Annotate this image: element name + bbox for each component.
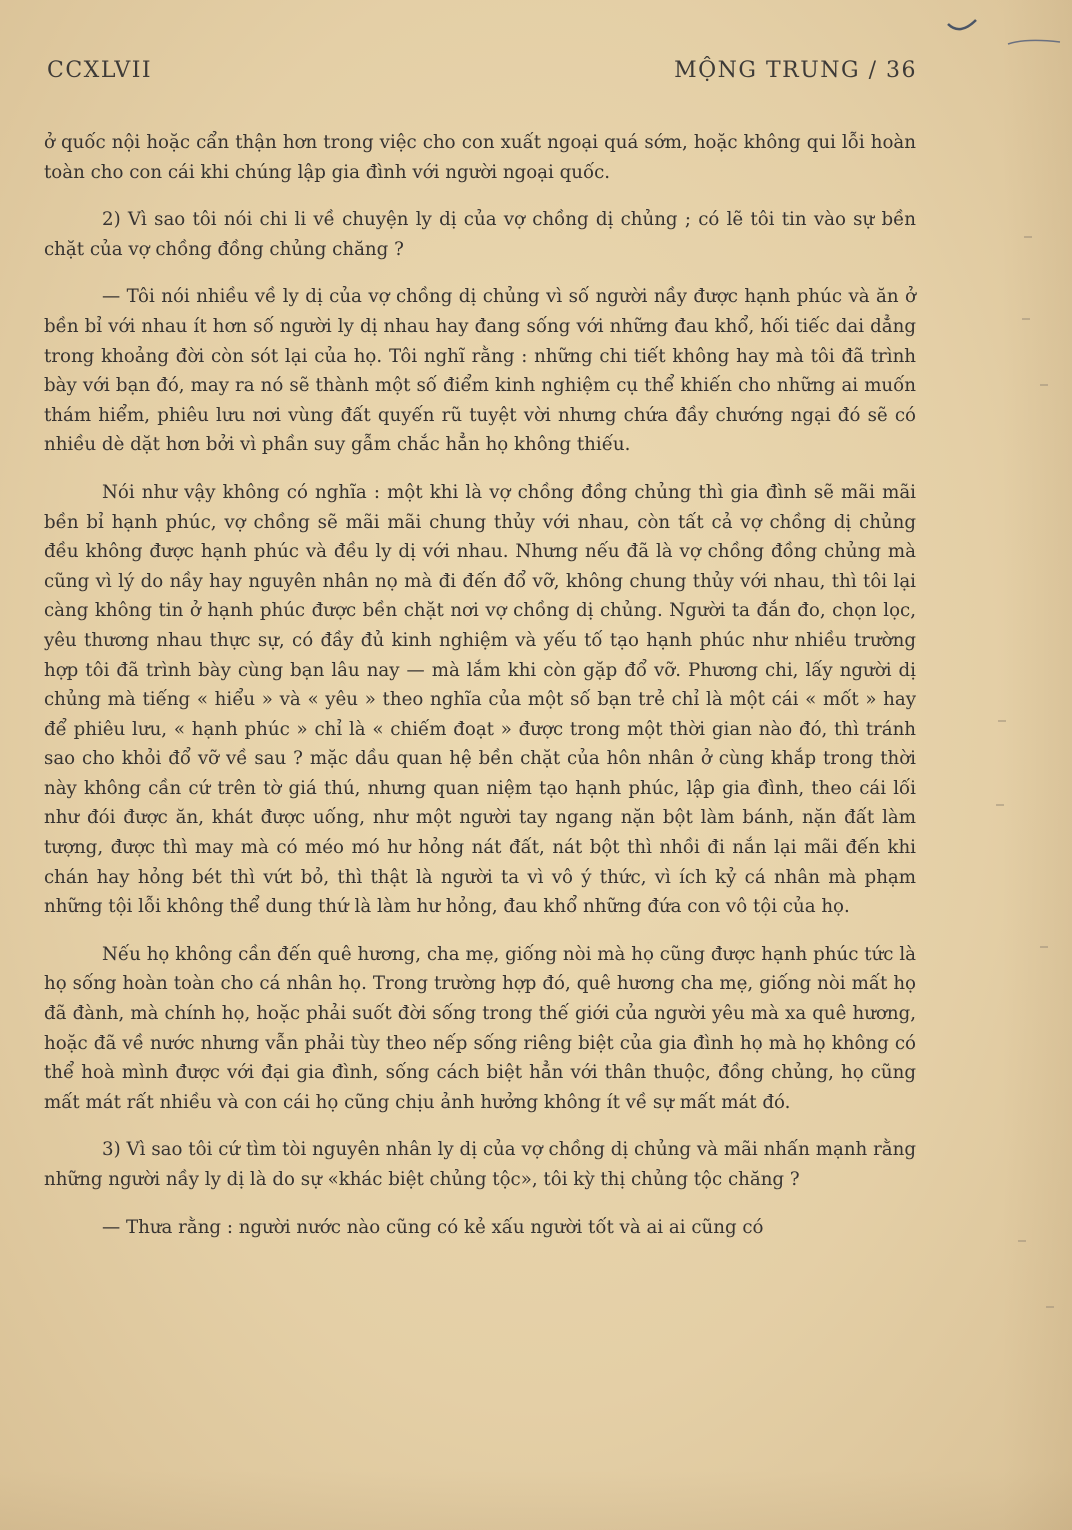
- paper-speck: [1040, 946, 1048, 948]
- paper-speck: [1046, 1306, 1054, 1308]
- paper-speck: [1022, 318, 1030, 320]
- body-text: [44, 128, 916, 1260]
- page-bottom-shading: [0, 1470, 1072, 1530]
- paper-speck: [1018, 1240, 1026, 1242]
- pen-stroke-icon: [1006, 28, 1062, 50]
- paragraph: ở quốc nội hoặc cẩn thận hơn trong việc cho con xuất ngoại quá sớm, hoặc không qui lỗi hoàn toàn cho con cái khi chúng lập gia đình với người ngoại quốc.: [44, 132, 916, 183]
- page-header: [47, 58, 917, 98]
- running-title: MỘNG TRUNG / 36: [674, 58, 917, 83]
- paragraph: Nếu họ không cần đến quê hương, cha mẹ, giống nòi mà họ cũng được hạnh phúc tức là họ sống hoàn toàn cho cá nhân họ. Trong trường hợp đó, quê hương cha mẹ, giống nòi mất họ đã đành, mà chính họ, hoặc phải suốt đời sống trong thế giới của người yêu mà xa quê hương, hoặc đã về nước nhưng vẫn phải tùy theo nếp sống riêng biệt của gia đình họ mà họ không có thể hoà mình được với đại gia đình, sống cách biệt hẳn với thân thuộc, đồng chủng, họ cũng mất mát rất nhiều và con cái họ cũng chịu ảnh hưởng không ít về sự mất mát đó.: [44, 943, 916, 1113]
- chapter-number: CCXLVII: [47, 58, 153, 83]
- paragraph: 2) Vì sao tôi nói chi li về chuyện ly dị của vợ chồng dị chủng ; có lẽ tôi tin vào sự bền chặt của vợ chồng đồng chủng chăng ?: [44, 209, 916, 260]
- paper-speck: [998, 720, 1006, 722]
- paragraph: — Tôi nói nhiều về ly dị của vợ chồng dị chủng vì số người nầy được hạnh phúc và ăn ở bền bỉ với nhau ít hơn số người ly dị nhau hay đang sống với những đau khổ, hối tiếc dai dẳng trong khoảng đời còn sót lại của họ. Tôi nghĩ rằng : những chi tiết không hay mà tôi đã trình bày với bạn đó, may ra nó sẽ thành một số điểm kinh nghiệm cụ thể khiến cho những ai muốn thám hiểm, phiêu lưu nơi vùng đất quyến rũ tuyệt vời nhưng chứa đầy chướng ngại đó sẽ có nhiều dè dặt hơn bởi vì phần suy gẫm chắc hẳn họ không thiếu.: [44, 286, 916, 456]
- pen-mark-icon: [946, 14, 986, 44]
- paragraph: Nói như vậy không có nghĩa : một khi là vợ chồng đồng chủng thì gia đình sẽ mãi mãi bền bỉ hạnh phúc, vợ chồng sẽ mãi mãi chung thủy với nhau, còn tất cả vợ chồng dị chủng đều không được hạnh phúc và đều ly dị với nhau. Nhưng nếu đã là vợ chồng đồng chủng mà cũng vì lý do nầy hay nguyên nhân nọ mà đi đến đổ vỡ, không chung thủy với nhau, thì tôi lại càng không tin ở hạnh phúc được bền chặt nơi vợ chồng dị chủng. Người ta đắn đo, chọn lọc, yêu thương nhau thực sự, có đầy đủ kinh nghiệm và yếu tố tạo hạnh phúc như nhiều trường hợp tôi đã trình bày cùng bạn lâu nay — mà lắm khi còn gặp đổ vỡ. Phương chi, lấy người dị chủng mà tiếng « hiểu » và « yêu » theo nghĩa của một số bạn trẻ chỉ là một cái « mốt » hay để phiêu lưu, « hạnh phúc » chỉ là « chiếm đoạt » được trong một thời gian nào đó, thì tránh sao cho khỏi đổ vỡ về sau ? mặc dầu quan hệ bền chặt của hôn nhân ở cùng khắp trong thời này không cần cứ trên tờ giá thú, nhưng quan niệm tạo hạnh phúc, lập gia đình, theo cái lối như đói được ăn, khát được uống, như một người tay ngang nặn bột làm bánh, nặn đất làm tượng, được thì may mà có méo mó hư hỏng nát đất, nát bột thì nhồi đi nắn lại mãi đến khi chán hay hỏng bét thì vứt bỏ, thì thật là người ta vì vô ý thức, vì ích kỷ cá nhân mà phạm những tội lỗi không thể dung thứ là làm hư hỏng, đau khổ những đứa con vô tội của họ.: [44, 481, 916, 918]
- paper-speck: [1040, 384, 1048, 386]
- paper-speck: [996, 804, 1004, 806]
- paragraph: — Thưa rằng : người nước nào cũng có kẻ xấu người tốt và ai ai cũng có: [102, 1216, 764, 1238]
- page-edge-shading: [1002, 0, 1072, 1530]
- paper-speck: [1024, 236, 1032, 238]
- paragraph: 3) Vì sao tôi cứ tìm tòi nguyên nhân ly dị của vợ chồng dị chủng và mãi nhấn mạnh rằng những người nầy ly dị là do sự «khác biệt chủng tộc», tôi kỳ thị chủng tộc chăng ?: [44, 1139, 916, 1190]
